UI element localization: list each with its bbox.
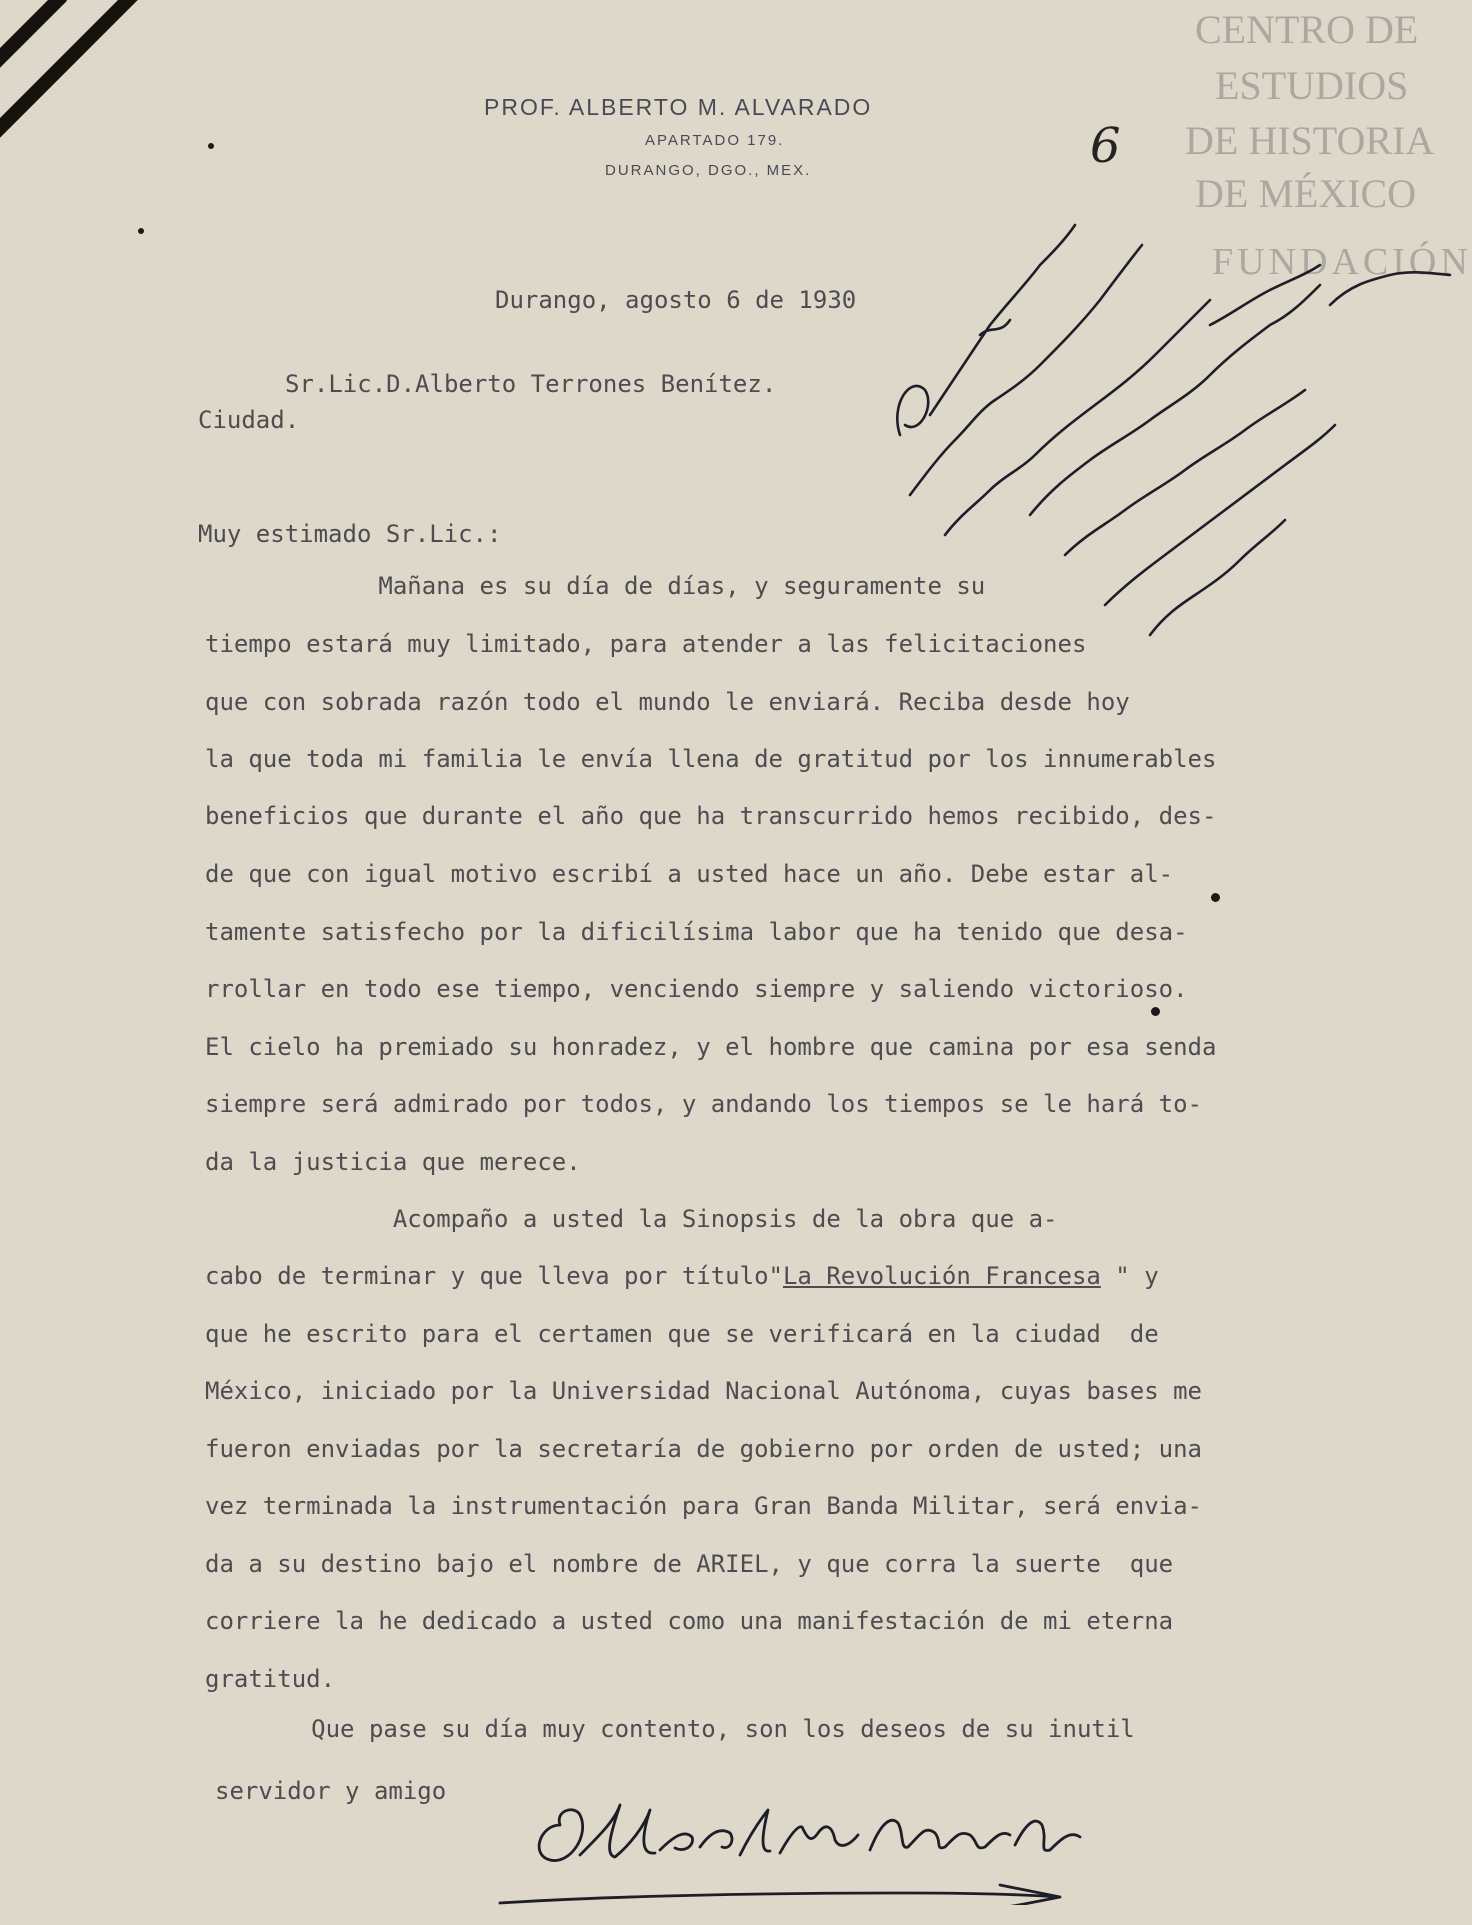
paragraph-2-line: Acompaño a usted la Sinopsis de la obra que a-	[205, 1205, 1058, 1233]
paragraph-1-line: beneficios que durante el año que ha transcurrido hemos recibido, des-	[205, 802, 1217, 830]
paragraph-2-title-line	[205, 1262, 1159, 1290]
signature-scribble	[430, 1785, 1150, 1905]
paragraph-2-line: fueron enviadas por la secretaría de gobierno por orden de usted; una	[205, 1435, 1202, 1463]
watermark-line-5: FUNDACIÓN	[1212, 241, 1472, 283]
paragraph-1-line: da la justicia que merece.	[205, 1148, 581, 1176]
watermark-line-1: CENTRO DE	[1195, 7, 1419, 52]
paragraph-2-line: corriere la he dedicado a usted como una manifestación de mi eterna	[205, 1607, 1174, 1635]
watermark-line-3: DE HISTORIA	[1185, 118, 1435, 163]
corner-stripe-outer	[0, 0, 138, 138]
watermark-line-4: DE MÉXICO	[1195, 171, 1417, 216]
signature	[430, 1785, 1150, 1905]
paragraph-1-line: de que con igual motivo escribí a usted hace un año. Debe estar al-	[205, 860, 1174, 888]
recipient-city: Ciudad.	[198, 406, 300, 434]
salutation: Muy estimado Sr.Lic.:	[198, 520, 502, 548]
handwriting-scribble	[850, 205, 1470, 765]
paragraph-2-line: gratitud.	[205, 1665, 336, 1693]
page-number: 6	[1090, 118, 1121, 174]
work-title: La Revolución Francesa	[782, 1262, 1101, 1290]
paragraph-2-line: México, iniciado por la Universidad Nacional Autónoma, cuyas bases me	[205, 1377, 1202, 1405]
paragraph-1-line: que con sobrada razón todo el mundo le enviará. Reciba desde hoy	[205, 688, 1130, 716]
ink-dot	[1211, 893, 1220, 902]
paragraph-2-line: que he escrito para el certamen que se verificará en la ciudad de	[205, 1320, 1159, 1348]
paragraph-2-line: da a su destino bajo el nombre de ARIEL, y que corra la suerte que	[205, 1550, 1174, 1578]
paragraph-1-line: la que toda mi familia le envía llena de gratitud por los innumerables	[205, 745, 1217, 773]
ink-dot	[1151, 1007, 1160, 1016]
letterhead-box: APARTADO 179.	[645, 132, 785, 149]
paragraph-2-text: " y	[1100, 1262, 1159, 1290]
closing-line: servidor y amigo	[215, 1777, 447, 1805]
closing-line: Que pase su día muy contento, son los deseos de su inutil	[210, 1715, 1135, 1743]
paragraph-1-line: tiempo estará muy limitado, para atender a las felicitaciones	[205, 630, 1087, 658]
paragraph-2-text: cabo de terminar y que lleva por título"	[205, 1262, 783, 1290]
corner-stripe-inner	[0, 0, 67, 68]
paragraph-2-line: vez terminada la instrumentación para Gran Banda Militar, será envia-	[205, 1492, 1202, 1520]
paragraph-1-line: Mañana es su día de días, y seguramente su	[205, 572, 986, 600]
recipient-name: Sr.Lic.D.Alberto Terrones Benítez.	[285, 370, 777, 398]
paragraph-1-line: siempre será admirado por todos, y andando los tiempos se le hará to-	[205, 1090, 1202, 1118]
handwritten-annotation	[850, 205, 1470, 765]
ink-dot	[208, 143, 214, 149]
letter-date: Durango, agosto 6 de 1930	[495, 286, 857, 314]
paragraph-1-line: rrollar en todo ese tiempo, venciendo siempre y saliendo victorioso.	[205, 975, 1188, 1003]
paragraph-1-line: El cielo ha premiado su honradez, y el hombre que camina por esa senda	[205, 1033, 1217, 1061]
paragraph-1-line: tamente satisfecho por la dificilísima labor que ha tenido que desa-	[205, 918, 1188, 946]
letterhead-city: DURANGO, DGO., MEX.	[605, 162, 812, 179]
letterhead-name: PROF. ALBERTO M. ALVARADO	[484, 94, 873, 120]
watermark-line-2: ESTUDIOS	[1215, 63, 1409, 108]
ink-dot	[138, 228, 144, 234]
